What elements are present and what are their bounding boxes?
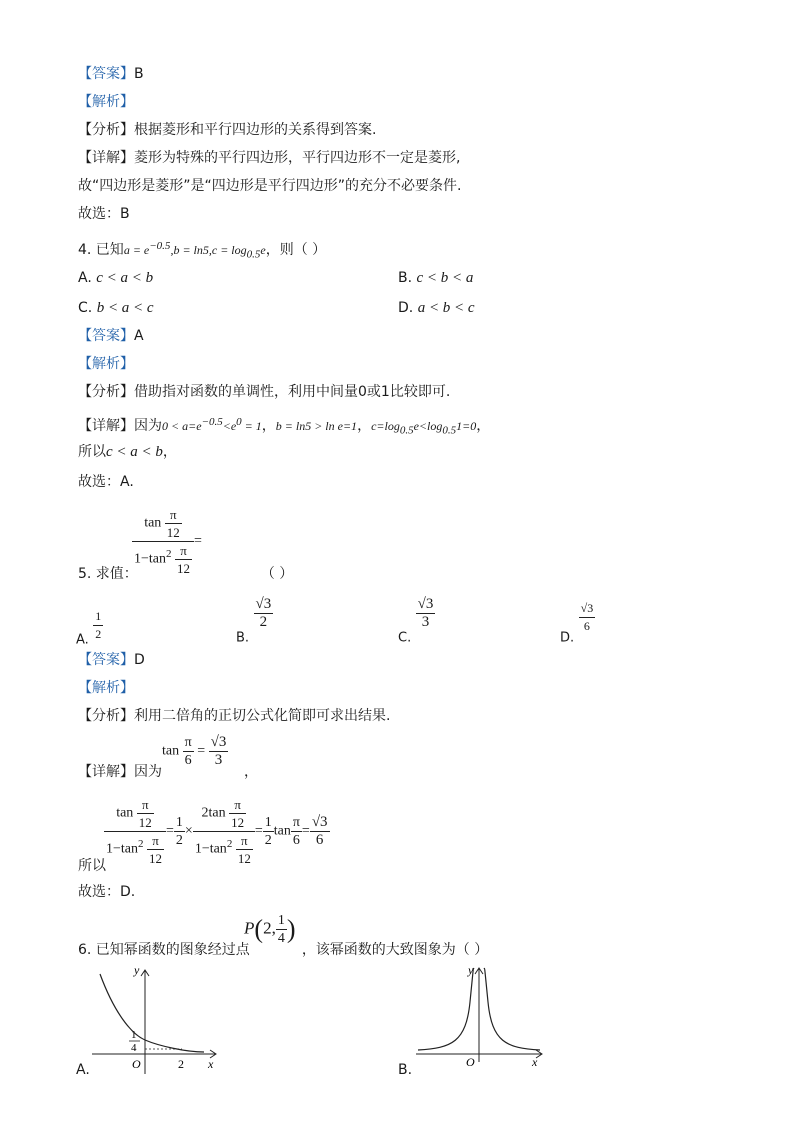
q5-xiangjie-line: 【详解】因为 ， [78, 764, 258, 780]
graph-a-y-label: y [134, 963, 140, 977]
q5-option-d[interactable]: D. $\frac{√3}{6}$ [560, 601, 594, 646]
q5-choose: 故选：D. [78, 884, 136, 900]
q4-answer-line: 【答案】A [78, 328, 144, 344]
q5-so: 所以 [78, 858, 106, 874]
q4-option-b[interactable]: B. c < b < a [398, 270, 474, 286]
q5-fenxi-line: 【分析】利用二倍角的正切公式化简即可求出结果. [78, 708, 391, 724]
q4-choose: 故选：A. [78, 474, 134, 490]
graph-b-curve-left [418, 968, 474, 1050]
q4-xiangjie-line: 【详解】因为$0 < a=e^{-0.5}<e^0 = 1$，b = ln5 > ln e=1，$c=\log_{0.5}e<\log_{0.5}1=0$， [78, 416, 491, 437]
graph-a-curve [100, 974, 204, 1052]
q3-fenxi-line: 【分析】根据菱形和平行四边形的关系得到答案. [78, 122, 377, 138]
graph-b[interactable] [412, 962, 552, 1072]
q4-option-c[interactable]: C. b < a < c [78, 300, 154, 316]
q4-analysis-tag: 【解析】 [78, 356, 134, 372]
q4-fenxi-line: 【分析】借助指对函数的单调性，利用中间量0或1比较即可. [78, 384, 451, 400]
q5-option-c[interactable]: C. $\frac{√3}{3}$ [398, 596, 434, 646]
answer-value: B [134, 66, 144, 82]
q5-derivation: tan $\frac{\pi}{12}$ $1-\tan^2$ $\frac{\pi}{12}$ = $\frac{1}{2}$ × 2tan $\frac{\pi}{12}$ $1-\tan^2$ $\frac{\pi}{12}$ = $\frac{1}{2}$ tan $\frac{\pi}{6}$ = $\frac{√3}{6}$ [106, 797, 328, 866]
graph-a-tick-num: 1 [131, 1029, 137, 1041]
q5-tan-pi-6: tan $\frac{\pi}{6}$ = $\frac{√3}{3}$ [162, 734, 227, 768]
q4-so-line: 所以c < a < b， [78, 444, 177, 460]
q5-option-b[interactable]: B. $\frac{√3}{2}$ [236, 596, 272, 646]
graph-a[interactable] [76, 962, 226, 1080]
q3-xiangjie-line-2: 故“四边形是菱形”是“四边形是平行四边形”的充分不必要条件. [78, 178, 462, 194]
q4-stem: 4. 已知$a = e^{-0.5},b = \ln 5,c = \log_{0.5}e$，则（ ） [78, 240, 327, 261]
graph-a-tick-x: 2 [178, 1057, 184, 1071]
q3-answer-line [78, 64, 144, 84]
graph-a-origin-label: O [132, 1057, 141, 1071]
graph-a-x-label: x [208, 1057, 214, 1071]
graph-b-label[interactable]: B. [398, 1062, 413, 1078]
graph-a-label[interactable]: A. [76, 1062, 90, 1078]
q5-answer-line: 【答案】D [78, 652, 145, 668]
q3-choose: 故选：B [78, 206, 130, 222]
graph-a-axes [92, 970, 216, 1074]
graph-b-y-label: y [468, 963, 474, 977]
q5-analysis-tag: 【解析】 [78, 680, 134, 696]
graph-b-x-label: x [532, 1055, 538, 1069]
q6-point: P(2, $\frac{1}{4}$ ) [244, 913, 296, 946]
q3-analysis-tag: 【解析】 [78, 94, 134, 110]
graph-a-tick-den: 4 [131, 1042, 137, 1054]
q5-option-a[interactable]: A. $\frac{1}{2}$ [76, 609, 102, 648]
q4-option-d[interactable]: D. a < b < c [398, 300, 475, 316]
answer-tag: 【答案】 [78, 66, 134, 82]
q5-expression: tan $\frac{\pi}{12}$ $1-\tan^2$ $\frac{\pi}{12}$ = [134, 507, 202, 576]
graph-b-curve-right [484, 968, 540, 1050]
q5-stem: 5. 求值： （ ） [78, 566, 294, 582]
q3-xiangjie-line: 【详解】菱形为特殊的平行四边形，平行四边形不一定是菱形, [78, 150, 461, 166]
graph-b-origin-label: O [466, 1055, 475, 1069]
q4-option-a[interactable]: A. c < a < b [78, 270, 154, 286]
q6-stem: 6. 已知幂函数的图象经过点 ，该幂函数的大致图象为（ ） [78, 942, 489, 958]
